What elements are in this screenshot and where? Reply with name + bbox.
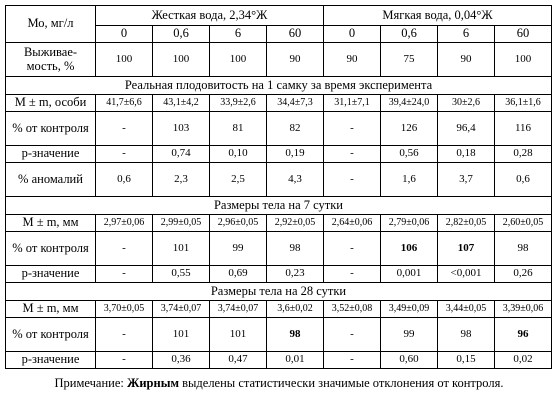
footnote-bold: Жирным	[126, 376, 179, 390]
value-cell: 98	[267, 318, 324, 352]
concentration-cell: 0,6	[381, 26, 438, 43]
value-cell: 3,74±0,07	[210, 301, 267, 318]
value-cell: 90	[267, 43, 324, 77]
value-cell: 39,4±24,0	[381, 95, 438, 112]
value-cell: 106	[381, 232, 438, 266]
value-cell: 3,39±0,06	[495, 301, 552, 318]
value-cell: 98	[267, 232, 324, 266]
value-cell: 36,1±1,6	[495, 95, 552, 112]
value-cell: -	[96, 146, 153, 163]
section-title: Размеры тела на 28 сутки	[6, 283, 552, 301]
footnote-rest: выделены статистически значимые отклонения от контроля.	[178, 376, 504, 390]
row-label: % от контроля	[6, 318, 96, 352]
value-cell: 31,1±7,1	[324, 95, 381, 112]
data-row	[6, 301, 552, 318]
value-cell: <0,001	[438, 266, 495, 283]
value-cell: 34,4±7,3	[267, 95, 324, 112]
value-cell: 43,1±4,2	[153, 95, 210, 112]
value-cell: 0,02	[495, 352, 552, 369]
row-label: % аномалий	[6, 163, 96, 197]
value-cell: 0,23	[267, 266, 324, 283]
value-cell: 0,10	[210, 146, 267, 163]
value-cell: 103	[153, 112, 210, 146]
value-cell: 0,47	[210, 352, 267, 369]
value-cell: 30±2,6	[438, 95, 495, 112]
value-cell: 101	[153, 232, 210, 266]
value-cell: 0,74	[153, 146, 210, 163]
value-cell: 2,64±0,06	[324, 215, 381, 232]
value-cell: -	[96, 352, 153, 369]
section-title: Реальная плодовитость на 1 самку за время эксперимента	[6, 77, 552, 95]
value-cell: -	[324, 163, 381, 197]
data-row	[6, 232, 552, 266]
footnote	[0, 376, 558, 391]
section-row	[6, 283, 552, 301]
value-cell: 2,5	[210, 163, 267, 197]
value-cell: 90	[438, 43, 495, 77]
value-cell: 2,99±0,05	[153, 215, 210, 232]
data-row	[6, 95, 552, 112]
value-cell: 100	[495, 43, 552, 77]
value-cell: 3,70±0,05	[96, 301, 153, 318]
value-cell: 98	[438, 318, 495, 352]
value-cell: 0,15	[438, 352, 495, 369]
value-cell: 0,55	[153, 266, 210, 283]
data-row	[6, 112, 552, 146]
value-cell: 4,3	[267, 163, 324, 197]
value-cell: 99	[210, 232, 267, 266]
value-cell: 100	[153, 43, 210, 77]
data-row	[6, 146, 552, 163]
corner-label: Мо, мг/л	[6, 6, 96, 43]
value-cell: 99	[381, 318, 438, 352]
header-row	[6, 6, 552, 26]
row-label: % от контроля	[6, 232, 96, 266]
value-cell: 2,60±0,05	[495, 215, 552, 232]
value-cell: 3,6±0,02	[267, 301, 324, 318]
value-cell: 3,7	[438, 163, 495, 197]
value-cell: 126	[381, 112, 438, 146]
value-cell: 0,36	[153, 352, 210, 369]
value-cell: 0,6	[495, 163, 552, 197]
value-cell: 82	[267, 112, 324, 146]
value-cell: 41,7±6,6	[96, 95, 153, 112]
footnote-prefix: Примечание:	[54, 376, 127, 390]
value-cell: 2,82±0,05	[438, 215, 495, 232]
value-cell: -	[96, 266, 153, 283]
value-cell: 100	[96, 43, 153, 77]
value-cell: 0,001	[381, 266, 438, 283]
data-table	[5, 5, 552, 369]
value-cell: -	[96, 232, 153, 266]
value-cell: 3,44±0,05	[438, 301, 495, 318]
value-cell: 1,6	[381, 163, 438, 197]
section-title: Размеры тела на 7 сутки	[6, 197, 552, 215]
value-cell: 107	[438, 232, 495, 266]
concentration-cell: 60	[267, 26, 324, 43]
data-row	[6, 266, 552, 283]
value-cell: -	[324, 318, 381, 352]
concentration-cell: 0,6	[153, 26, 210, 43]
value-cell: 2,3	[153, 163, 210, 197]
row-label: р-значение	[6, 146, 96, 163]
value-cell: -	[324, 232, 381, 266]
concentration-cell: 60	[495, 26, 552, 43]
concentration-cell: 0	[324, 26, 381, 43]
value-cell: 101	[153, 318, 210, 352]
value-cell: 0,56	[381, 146, 438, 163]
section-row	[6, 197, 552, 215]
data-row	[6, 318, 552, 352]
row-label: р-значение	[6, 266, 96, 283]
survival-row	[6, 43, 552, 77]
value-cell: 75	[381, 43, 438, 77]
value-cell: 96,4	[438, 112, 495, 146]
row-label: % от контроля	[6, 112, 96, 146]
value-cell: 33,9±2,6	[210, 95, 267, 112]
section-row	[6, 77, 552, 95]
value-cell: 0,6	[96, 163, 153, 197]
value-cell: -	[324, 352, 381, 369]
value-cell: 96	[495, 318, 552, 352]
value-cell: 0,60	[381, 352, 438, 369]
row-label: Выживае-мость, %	[6, 43, 96, 77]
concentration-cell: 6	[210, 26, 267, 43]
value-cell: 2,97±0,06	[96, 215, 153, 232]
value-cell: -	[324, 112, 381, 146]
row-label: M ± m, мм	[6, 215, 96, 232]
concentration-cell: 0	[96, 26, 153, 43]
data-row	[6, 352, 552, 369]
value-cell: 116	[495, 112, 552, 146]
value-cell: 81	[210, 112, 267, 146]
value-cell: 98	[495, 232, 552, 266]
value-cell: 0,18	[438, 146, 495, 163]
value-cell: 3,74±0,07	[153, 301, 210, 318]
value-cell: -	[324, 266, 381, 283]
row-label: р-значение	[6, 352, 96, 369]
value-cell: 100	[210, 43, 267, 77]
row-label: M ± m, особи	[6, 95, 96, 112]
row-label: M ± m, мм	[6, 301, 96, 318]
group-header-soft: Мягкая вода, 0,04°Ж	[324, 6, 552, 26]
value-cell: 0,26	[495, 266, 552, 283]
value-cell: 2,96±0,05	[210, 215, 267, 232]
value-cell: 2,92±0,05	[267, 215, 324, 232]
value-cell: -	[96, 112, 153, 146]
value-cell: 3,52±0,08	[324, 301, 381, 318]
value-cell: 90	[324, 43, 381, 77]
value-cell: 0,19	[267, 146, 324, 163]
concentration-cell: 6	[438, 26, 495, 43]
group-header-hard: Жесткая вода, 2,34°Ж	[96, 6, 324, 26]
value-cell: -	[96, 318, 153, 352]
data-row	[6, 163, 552, 197]
value-cell: 0,01	[267, 352, 324, 369]
value-cell: 101	[210, 318, 267, 352]
value-cell: -	[324, 146, 381, 163]
data-row	[6, 215, 552, 232]
value-cell: 0,28	[495, 146, 552, 163]
value-cell: 3,49±0,09	[381, 301, 438, 318]
value-cell: 0,69	[210, 266, 267, 283]
table-body	[6, 6, 552, 369]
value-cell: 2,79±0,06	[381, 215, 438, 232]
